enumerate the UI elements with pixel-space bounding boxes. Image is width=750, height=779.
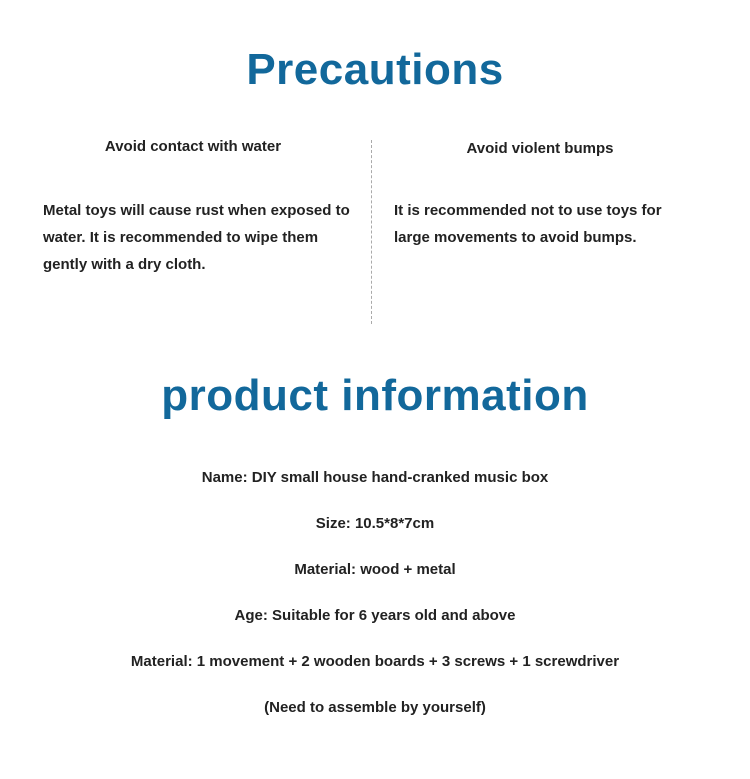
product-size: Size: 10.5*8*7cm (315, 515, 435, 532)
product-name: Name: DIY small house hand-cranked music box (201, 469, 549, 486)
product-age: Age: Suitable for 6 years old and above (234, 607, 516, 624)
bump-precaution-heading: Avoid violent bumps (466, 140, 614, 157)
product-contents: Material: 1 movement + 2 wooden boards + 3 screws + 1 screwdriver (130, 653, 620, 670)
water-precaution-text: Metal toys will cause rust when exposed to water. It is recommended to wipe them gently with a dry cloth. (43, 202, 350, 273)
column-divider (371, 140, 372, 324)
water-precaution-heading: Avoid contact with water (104, 138, 282, 155)
bump-precaution-text: It is recommended not to use toys for large movements to avoid bumps. (394, 202, 662, 246)
precautions-title: Precautions (246, 45, 504, 94)
assembly-note: (Need to assemble by yourself) (264, 699, 486, 716)
product-material: Material: wood + metal (294, 561, 456, 578)
product-info-list (0, 467, 750, 743)
product-information-title: product information (161, 371, 589, 420)
